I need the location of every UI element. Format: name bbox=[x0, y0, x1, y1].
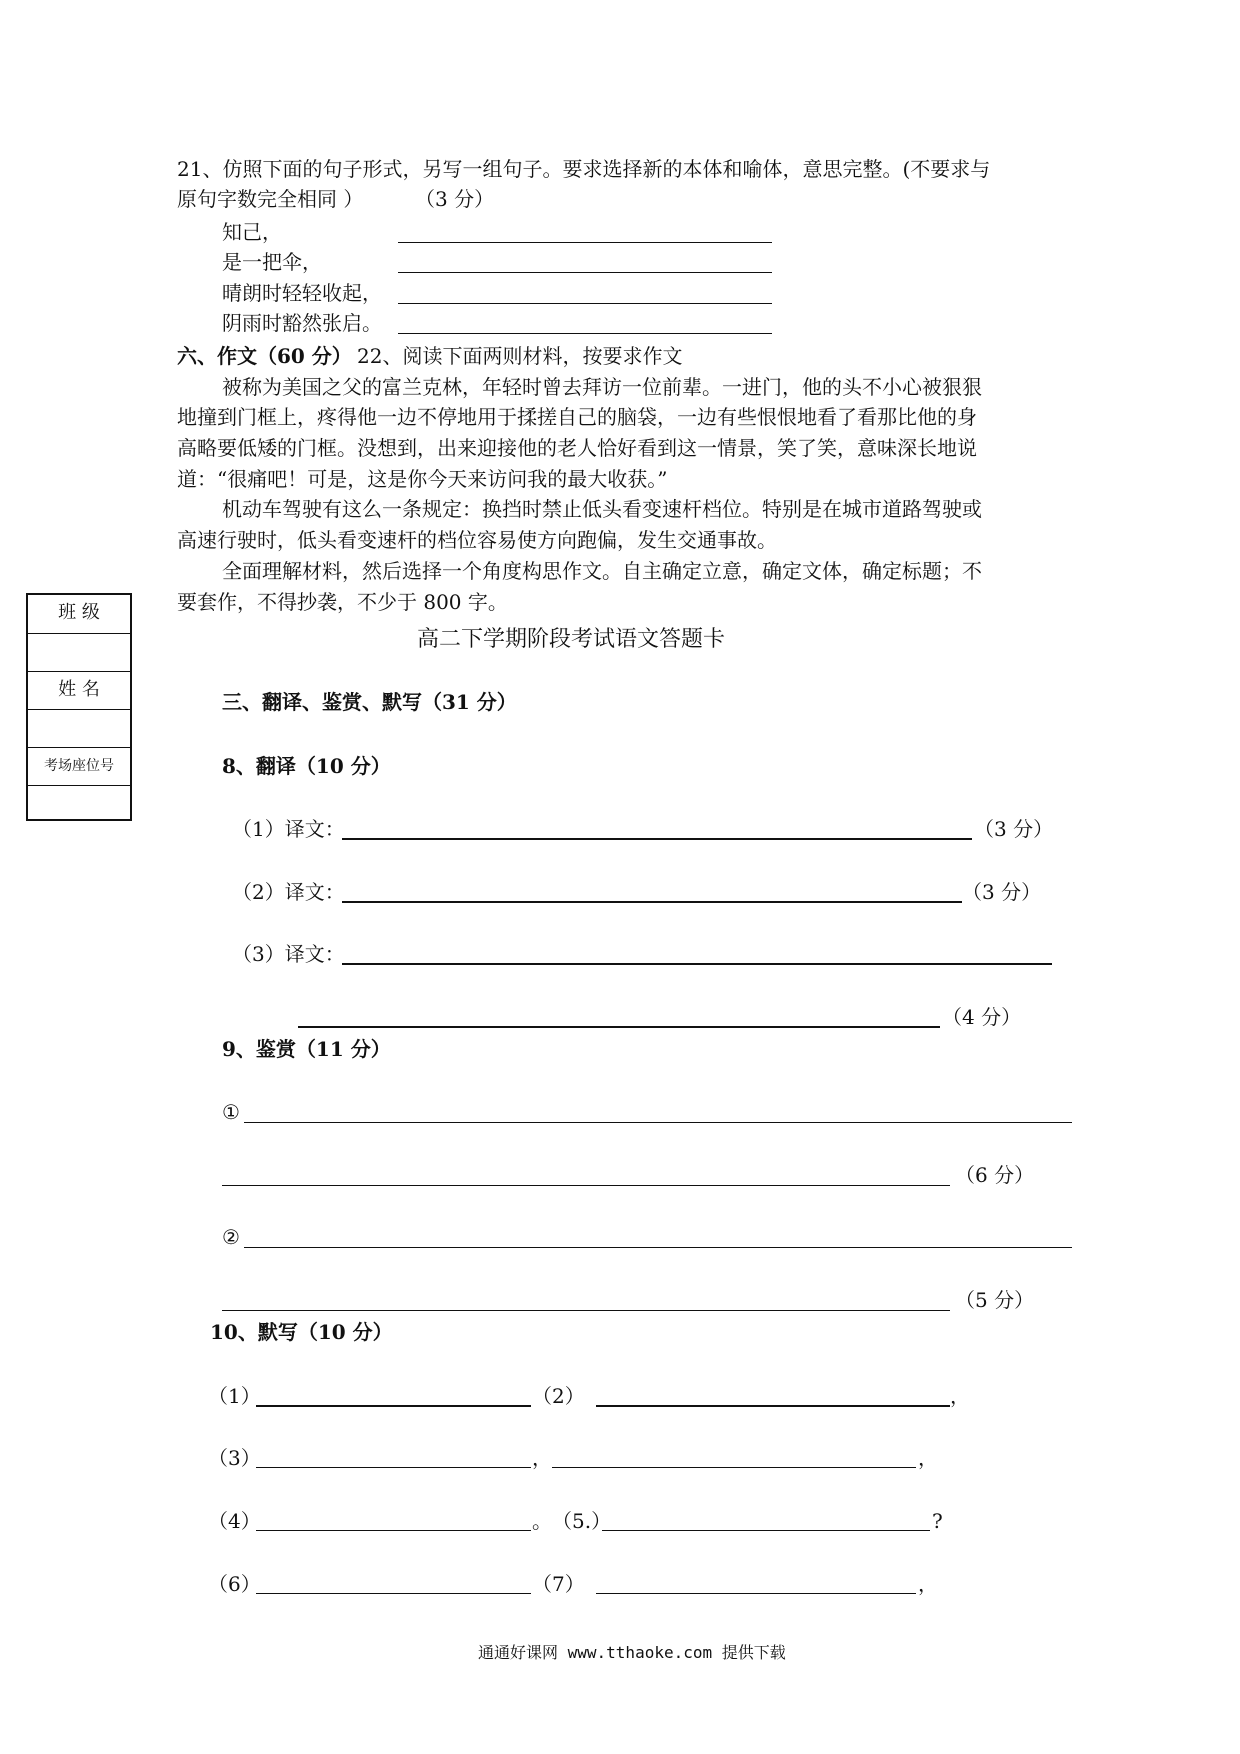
class-label: 班 级 bbox=[58, 602, 100, 623]
q9-heading: 9、鉴赏（11 分） bbox=[222, 1037, 391, 1061]
q8-item1-line[interactable] bbox=[342, 838, 972, 840]
q10-label-3: （3） bbox=[208, 1446, 261, 1470]
class-field[interactable] bbox=[28, 633, 130, 671]
q8-item3-label: （3）译文： bbox=[232, 942, 345, 966]
q10-comma-4: ， bbox=[918, 1572, 938, 1596]
section6-heading: 六、作文（60 分） bbox=[177, 344, 352, 368]
q8-item3-score: （4 分） bbox=[942, 1005, 1022, 1029]
q10-period-1: 。 bbox=[532, 1509, 552, 1533]
para1-line2: 地撞到门框上，疼得他一边不停地用于揉搓自己的脑袋，一边有些恨恨地看了看那比他的身 bbox=[177, 405, 977, 429]
q10-blank-7[interactable] bbox=[596, 1593, 916, 1594]
q9-score-2: （5 分） bbox=[955, 1288, 1035, 1312]
q10-blank-2[interactable] bbox=[596, 1405, 950, 1407]
seat-label: 考场座位号 bbox=[28, 747, 130, 785]
q10-blank-5[interactable] bbox=[602, 1530, 930, 1531]
q10-question-1: ? bbox=[932, 1509, 943, 1533]
section3-heading: 三、翻译、鉴赏、默写（31 分） bbox=[222, 690, 517, 714]
para1-line1: 被称为美国之父的富兰克林，年轻时曾去拜访一位前辈。一进门，他的头不小心被狠狠 bbox=[222, 375, 982, 399]
q10-blank-1[interactable] bbox=[256, 1405, 531, 1407]
name-field[interactable] bbox=[28, 709, 130, 747]
student-info-box bbox=[26, 593, 132, 821]
q10-blank-6[interactable] bbox=[256, 1593, 531, 1594]
q9-mark-2: ② bbox=[222, 1225, 240, 1249]
q21-answer-line-3[interactable] bbox=[398, 303, 772, 304]
q10-label-4: （4） bbox=[208, 1509, 261, 1533]
q10-label-6: （6） bbox=[208, 1572, 261, 1596]
answer-card-title: 高二下学期阶段考试语文答题卡 bbox=[417, 627, 726, 652]
seat-field[interactable] bbox=[28, 785, 130, 821]
q8-heading: 8、翻译（10 分） bbox=[222, 754, 391, 778]
para3-line1: 全面理解材料，然后选择一个角度构思作文。自主确定立意，确定文体，确定标题；不 bbox=[222, 559, 982, 583]
q10-comma-3: ， bbox=[918, 1446, 938, 1470]
section6-prompt: 22、阅读下面两则材料，按要求作文 bbox=[357, 344, 683, 368]
q21-example-3: 晴朗时轻轻收起， bbox=[222, 281, 382, 305]
q8-item1-label: （1）译文： bbox=[232, 817, 345, 841]
q9-answer2-line-2[interactable] bbox=[222, 1310, 950, 1311]
para3-line2: 要套作，不得抄袭，不少于 800 字。 bbox=[177, 590, 508, 614]
q10-comma-2: ， bbox=[532, 1446, 552, 1470]
q9-answer1-line-2[interactable] bbox=[222, 1185, 950, 1186]
para1-line3: 高略要低矮的门框。没想到，出来迎接他的老人恰好看到这一情景，笑了笑，意味深长地说 bbox=[177, 436, 977, 460]
q21-example-2: 是一把伞， bbox=[222, 250, 322, 274]
para1-line4: 道：“很痛吧！可是，这是你今天来访问我的最大收获。” bbox=[177, 467, 668, 491]
q21-score: （3 分） bbox=[415, 187, 495, 211]
q8-item2-line[interactable] bbox=[342, 901, 962, 903]
para2-line2: 高速行驶时，低头看变速杆的档位容易使方向跑偏，发生交通事故。 bbox=[177, 528, 777, 552]
q21-answer-line-1[interactable] bbox=[398, 242, 772, 243]
q21-answer-line-4[interactable] bbox=[398, 333, 772, 334]
q9-score-1: （6 分） bbox=[955, 1163, 1035, 1187]
q10-blank-3b[interactable] bbox=[552, 1467, 916, 1468]
q8-item1-score: （3 分） bbox=[974, 817, 1054, 841]
q10-blank-4[interactable] bbox=[256, 1530, 531, 1531]
q21-example-1: 知己， bbox=[222, 220, 282, 244]
q21-line2: 原句字数完全相同 ） bbox=[177, 187, 364, 211]
q8-item3-line-2[interactable] bbox=[298, 1026, 940, 1028]
q10-label-7: （7） bbox=[532, 1572, 585, 1596]
q8-item2-label: （2）译文： bbox=[232, 880, 345, 904]
q21-answer-line-2[interactable] bbox=[398, 272, 772, 273]
para2-line1: 机动车驾驶有这么一条规定：换挡时禁止低头看变速杆档位。特别是在城市道路驾驶或 bbox=[222, 497, 982, 521]
q9-mark-1: ① bbox=[222, 1100, 240, 1124]
q8-item3-line[interactable] bbox=[342, 963, 1052, 965]
q9-answer2-line[interactable] bbox=[244, 1247, 1072, 1248]
q21-line1: 21、仿照下面的句子形式，另写一组句子。要求选择新的本体和喻体，意思完整。(不要求与 bbox=[177, 157, 991, 181]
q10-heading: 10、默写（10 分） bbox=[210, 1320, 393, 1344]
q9-answer1-line[interactable] bbox=[244, 1122, 1072, 1123]
name-label: 姓 名 bbox=[28, 671, 130, 709]
q10-label-5: （5.） bbox=[552, 1509, 612, 1533]
footer-source: 通通好课网 www.tthaoke.com 提供下载 bbox=[478, 1643, 786, 1662]
q8-item2-score: （3 分） bbox=[962, 880, 1042, 904]
q10-label-1: （1） bbox=[208, 1384, 261, 1408]
q10-label-2: （2） bbox=[532, 1384, 585, 1408]
q10-comma-1: ， bbox=[950, 1384, 970, 1408]
q10-blank-3[interactable] bbox=[256, 1467, 531, 1468]
q21-example-4: 阴雨时豁然张启。 bbox=[222, 311, 382, 335]
